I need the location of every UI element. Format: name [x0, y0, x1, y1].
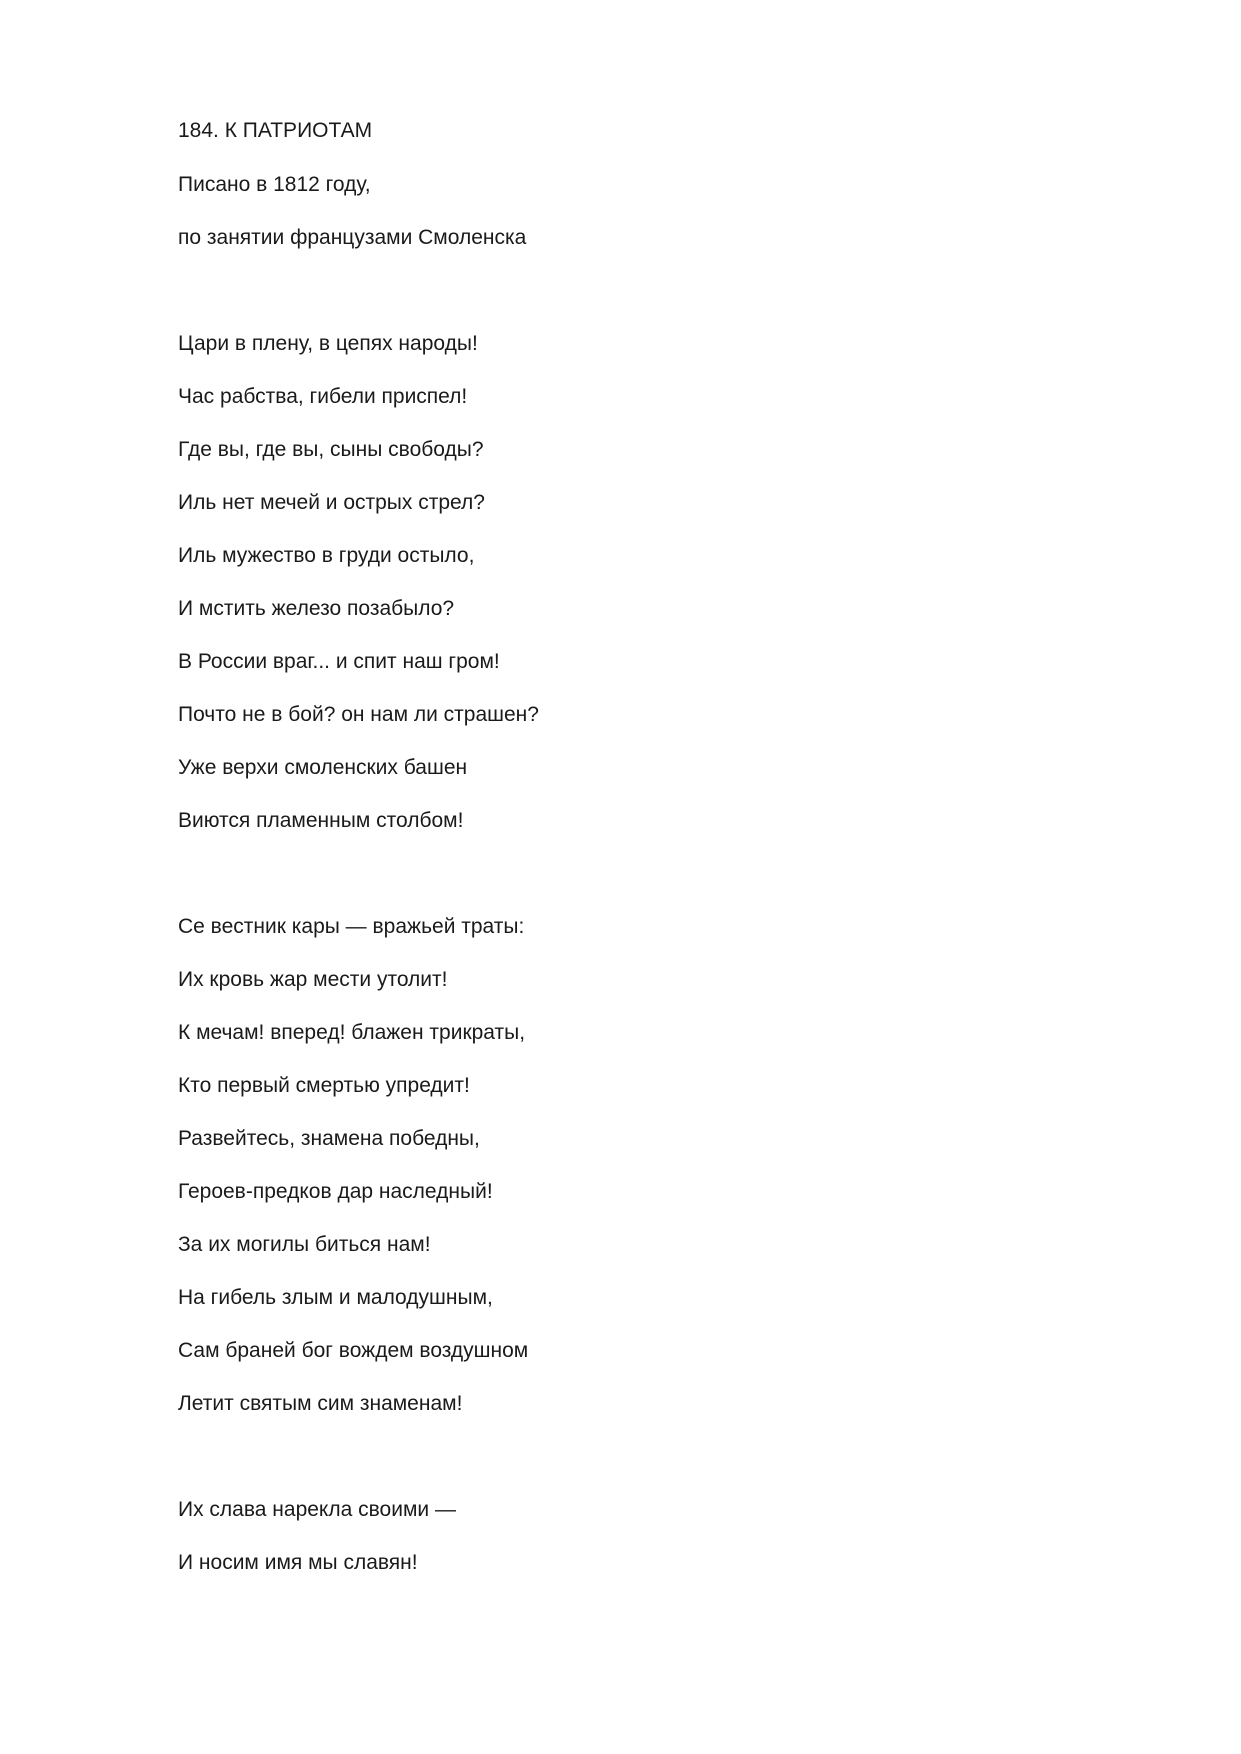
poem-title: 184. К ПАТРИОТАМ [178, 119, 373, 142]
verse-line: И носим имя мы славян! [178, 1551, 418, 1574]
verse-line: Где вы, где вы, сыны свободы? [178, 438, 484, 461]
verse-line: Иль нет мечей и острых стрел? [178, 491, 485, 514]
verse-line: Почто не в бой? он нам ли страшен? [178, 703, 539, 726]
verse-line: Час рабства, гибели приспел! [178, 385, 468, 408]
verse-line: Се вестник кары — вражьей траты: [178, 915, 525, 938]
verse-line: Героев-предков дар наследный! [178, 1180, 493, 1203]
verse-line: Летит святым сим знаменам! [178, 1392, 463, 1415]
verse-line: Иль мужество в груди остыло, [178, 544, 475, 567]
epigraph-line: по занятии французами Смоленска [178, 226, 527, 249]
verse-line: И мстить железо позабыло? [178, 597, 455, 620]
verse-line: Их слава нарекла своими — [178, 1498, 456, 1521]
epigraph-line: Писано в 1812 году, [178, 173, 371, 196]
verse-line: В России враг... и спит наш гром! [178, 650, 500, 673]
verse-line: Кто первый смертью упредит! [178, 1074, 470, 1097]
verse-line: Уже верхи смоленских башен [178, 756, 468, 779]
verse-line: Развейтесь, знамена победны, [178, 1127, 480, 1150]
verse-line: Виются пламенным столбом! [178, 809, 464, 832]
verse-line: На гибель злым и малодушным, [178, 1286, 493, 1309]
verse-line: К мечам! вперед! блажен трикраты, [178, 1021, 526, 1044]
verse-line: Их кровь жар мести утолит! [178, 968, 448, 991]
verse-line: Цари в плену, в цепях народы! [178, 332, 478, 355]
verse-line: Сам браней бог вождем воздушном [178, 1339, 529, 1362]
verse-line: За их могилы биться нам! [178, 1233, 431, 1256]
